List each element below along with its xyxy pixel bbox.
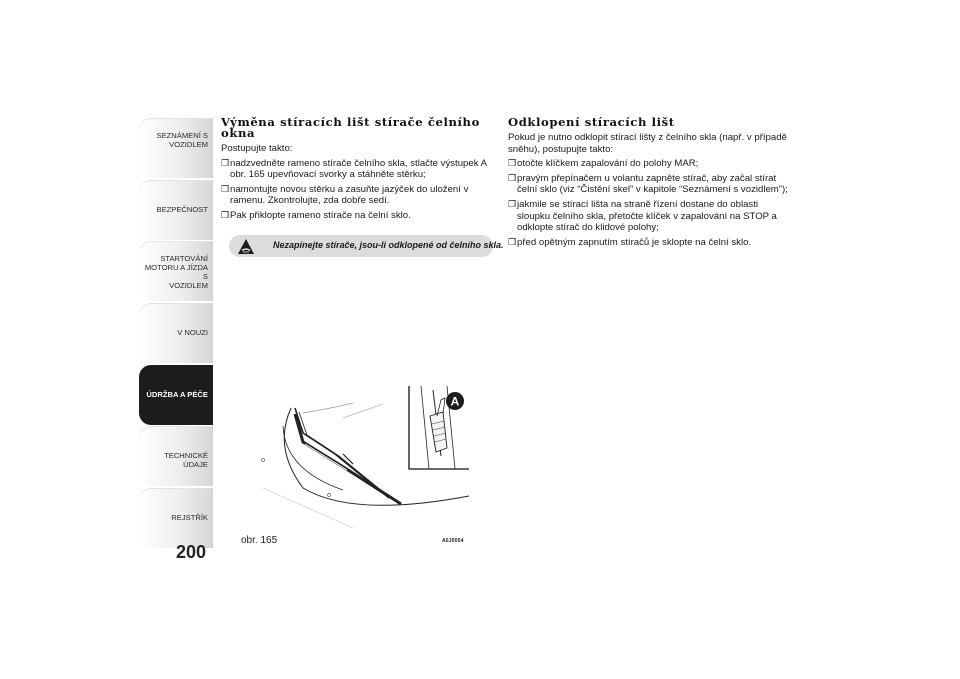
tab-v-nouzi[interactable] [139, 303, 213, 363]
tab-label: TECHNICKÉ ÚDAJE [164, 451, 208, 470]
tab-startovani[interactable] [139, 241, 213, 301]
tab-label: BEZPEČNOST [156, 204, 208, 214]
checkbox-bullet: ❒ [221, 183, 230, 194]
steps-list [221, 158, 493, 222]
tab-label: ÚDRŽBA A PÉČE [146, 389, 208, 399]
warning-triangle-icon [237, 238, 255, 255]
tab-udrzba-a-pece[interactable] [139, 365, 213, 425]
right-column [508, 117, 788, 251]
tab-label: STARTOVÁNÍ MOTORU A JÍZDA S VOZIDLEM [144, 254, 208, 291]
checkbox-bullet: ❒ [508, 158, 517, 169]
warning-box [229, 235, 504, 257]
tab-bezpecnost[interactable] [139, 180, 213, 240]
intro-text: Pokud je nutno odklopit stírací lišty z čelního skla (např. v případě sněhu), postupujte takto: [508, 132, 787, 155]
list-item: ❒ otočte klíčkem zapalování do polohy MAR; [508, 158, 699, 170]
tab-seznameni[interactable] [139, 118, 213, 178]
tab-label: V NOUZI [177, 328, 208, 338]
checkbox-bullet: ❒ [508, 172, 517, 183]
wiper-illustration [233, 378, 477, 548]
list-item: ❒ pravým přepínačem u volantu zapněte stírač, aby začal stírat čelní sklo (viz “Čistění skel” v kapitole “Seznámení s vozidlem”); [508, 172, 788, 196]
list-item: ❒ před opětným zapnutím stíračů je sklopte na čelní sklo. [508, 236, 752, 248]
callout-a-label: A [450, 394, 460, 409]
tab-rejstrik[interactable] [139, 488, 213, 548]
list-item: ❒ jakmile se stírací lišta na straně řízení dostane do oblasti sloupku čelního skla, přetočte klíček v zapalování na STOP a odklopte stírač do klidové polohy; [508, 198, 777, 234]
warning-text: Nezapínejte stírače, jsou-li odklopené od čelního skla. [273, 239, 504, 250]
list-item: ❒ nadzvedněte rameno stírače čelního skla, stlačte výstupek A obr. 165 upevňovací svorky a stáhněte stěrku; [221, 157, 487, 181]
figure-code: A0J0054 [442, 538, 464, 544]
checkbox-bullet: ❒ [221, 209, 230, 220]
section-title-lift-wipers: Odklopení stíracích lišt [508, 115, 675, 129]
wiper-drawing [233, 378, 477, 548]
checkbox-bullet: ❒ [221, 157, 230, 168]
tab-label: SEZNÁMENÍ S VOZIDLEM [156, 131, 208, 149]
figure-caption: obr. 165 [241, 535, 278, 546]
page-number: 200 [175, 542, 206, 562]
left-column [221, 115, 504, 257]
checkbox-bullet: ❒ [508, 198, 517, 209]
chapter-tabs [139, 118, 213, 550]
list-item: ❒ Pak přiklopte rameno stírače na čelní sklo. [221, 209, 411, 221]
intro-text: Postupujte takto: [221, 143, 293, 154]
tab-label: REJSTŘÍK [171, 513, 208, 523]
list-item: ❒ namontujte novou stěrku a zasuňte jazýček do uložení v ramenu. Zkontrolujte, zda dobře sedí. [221, 183, 469, 207]
checkbox-bullet: ❒ [508, 236, 517, 247]
steps-list [508, 158, 788, 248]
section-title-wiper-replacement: Výměna stíracích lišt stírače čelního okna [221, 115, 480, 140]
tab-technicke-udaje[interactable] [139, 426, 213, 486]
